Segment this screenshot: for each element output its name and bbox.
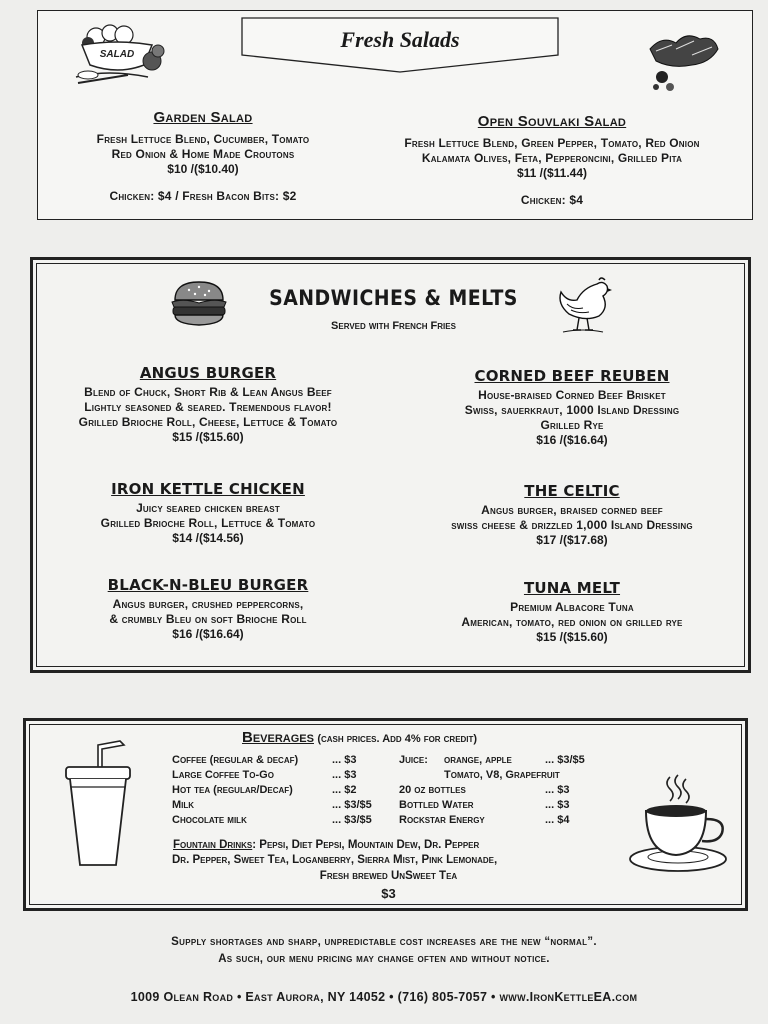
menu-item-desc: Lightly seasoned & seared. Tremendous flavor! [84,400,332,414]
juice-flavors-1: orange, apple [444,754,512,766]
menu-item-corned-beef-reuben [393,367,751,448]
menu-item-desc: swiss cheese & drizzled 1,000 Island Dressing [451,518,693,532]
fountain-drinks-list-1: : Pepsi, Diet Pepsi, Mountain Dew, Dr. Pepper [252,839,480,851]
fountain-drinks-list-2: Dr. Pepper, Sweet Tea, Loganberry, Sierra Mist, Pink Lemonade, [172,854,498,866]
menu-item-the-celtic [393,482,751,548]
beverage-name: Chocolate milk [172,814,247,826]
restaurant-address: 1009 Olean Road • East Aurora, NY 14052 • (716) 805-7057 • www.IronKettleEA.com [130,990,638,1004]
pricing-notice-line-2: As such, our menu pricing may change often and without notice. [218,953,550,965]
beverage-name: Bottled Water [399,799,474,811]
beverage-price: ... $3/$5 [332,814,372,826]
menu-item-desc: Angus burger, crushed peppercorns, [112,597,304,611]
menu-item-price: $15 /($15.60) [172,430,244,444]
beverage-item [399,784,466,796]
beverage-name: 20 oz bottles [399,784,466,796]
menu-item-price: $17 /($17.68) [536,533,608,547]
beverage-item [172,814,247,826]
menu-item-title: ANGUS BURGER [139,364,277,382]
menu-item-desc: House-braised Corned Beef Brisket [478,388,666,402]
beverage-price: ... $3 [545,784,570,796]
sandwiches-title: SANDWICHES & MELTS [269,286,518,310]
beverage-item [172,799,194,811]
souvlaki-salad-desc-2: Kalamata Olives, Feta, Pepperoncini, Grilled Pita [421,151,683,165]
menu-item-tuna-melt [393,579,751,645]
menu-item-iron-kettle-chicken [33,480,383,546]
menu-item-title: CORNED BEEF REUBEN [474,367,670,385]
soda-cup-icon [62,737,134,871]
menu-item-title: TUNA MELT [523,579,621,597]
souvlaki-salad-item [356,113,748,208]
beverages-note: (cash prices. Add 4% for credit) [317,733,478,745]
juice-label: Juice: [399,754,428,766]
sandwiches-subtitle: Served with French Fries [331,320,456,332]
menu-item-title: THE CELTIC [524,482,620,500]
beverage-item [172,784,293,796]
menu-item-desc: American, tomato, red onion on grilled rye [461,615,683,629]
menu-item-desc: Juicy seared chicken breast [136,501,280,515]
souvlaki-salad-price: $11 /($11.44) [516,166,588,180]
beverage-name: Milk [172,799,195,811]
menu-item-desc: Grilled Brioche Roll, Lettuce & Tomato [100,516,316,530]
pricing-notice-line-1: Supply shortages and sharp, unpredictable cost increases are the new “normal”. [171,936,597,948]
menu-item-price: $16 /($16.64) [172,627,244,641]
beverage-price: ... $3/$5 [332,799,372,811]
beverage-price: ... $2 [332,784,357,796]
garden-salad-desc-2: Red Onion & Home Made Croutons [111,147,295,161]
beverages-title: Beverages [242,729,314,746]
menu-item-desc: Angus burger, braised corned beef [481,503,663,517]
menu-item-desc: Swiss, sauerkraut, 1000 Island Dressing [464,403,680,417]
fountain-drinks-list-3: Fresh brewed UnSweet Tea [319,870,458,882]
menu-item-angus-burger [33,364,383,445]
juice-price: ... $3/$5 [545,754,585,766]
greens-icon [642,29,724,95]
fountain-drinks-line-1 [173,837,613,853]
beverage-item [399,814,485,826]
beverage-price: ... $3 [545,799,570,811]
garden-salad-desc-1: Fresh Lettuce Blend, Cucumber, Tomato [96,132,310,146]
menu-item-desc: Blend of Chuck, Short Rib & Lean Angus Beef [84,385,332,399]
menu-item-desc: & crumbly Bleu on soft Brioche Roll [109,612,307,626]
fountain-drinks-price: $3 [381,886,396,901]
menu-item-title: BLACK-N-BLEU BURGER [107,576,309,594]
pricing-notice [0,934,768,968]
beverage-price: ... $3 [332,769,357,781]
beverages-header [242,729,477,746]
menu-item-desc: Premium Albacore Tuna [510,600,634,614]
beverage-price: ... $3 [332,754,357,766]
salad-bowl-label: SALAD [99,49,135,60]
beverage-item [172,754,298,766]
beverage-price: ... $4 [545,814,570,826]
juice-flavors-2: Tomato, V8, Grapefruit [444,769,560,781]
menu-item-black-n-bleu-burger [33,576,383,642]
salads-section [37,10,753,220]
beverage-item [172,769,274,781]
beverage-name: Large Coffee To-Go [172,769,274,781]
souvlaki-salad-addons: Chicken: $4 [520,193,584,207]
menu-item-price: $15 /($15.60) [536,630,608,644]
fountain-drinks-label: Fountain Drinks [173,839,253,851]
menu-item-desc: Grilled Rye [540,418,604,432]
souvlaki-salad-desc-1: Fresh Lettuce Blend, Green Pepper, Tomato, Red Onion [404,136,700,150]
garden-salad-addons: Chicken: $4 / Fresh Bacon Bits: $2 [109,189,297,203]
menu-item-price: $16 /($16.64) [536,433,608,447]
beverage-name: Rockstar Energy [399,814,485,826]
salad-bowl-icon [68,23,168,87]
beverage-name: Coffee (regular & decaf) [172,754,299,766]
beverage-name: Hot tea (regular/Decaf) [172,784,293,796]
salads-title: Fresh Salads [340,27,460,52]
souvlaki-salad-title: Open Souvlaki Salad [477,113,627,130]
garden-salad-title: Garden Salad [153,109,253,126]
menu-item-title: IRON KETTLE CHICKEN [111,480,305,498]
salads-banner [241,17,559,73]
sandwiches-section [30,257,751,673]
beverage-item [399,799,474,811]
beverages-section [23,718,748,911]
menu-item-price: $14 /($14.56) [172,531,244,545]
menu-item-desc: Grilled Brioche Roll, Cheese, Lettuce & Tomato [78,415,338,429]
garden-salad-price: $10 /($10.40) [167,162,239,176]
garden-salad-item [38,109,368,204]
